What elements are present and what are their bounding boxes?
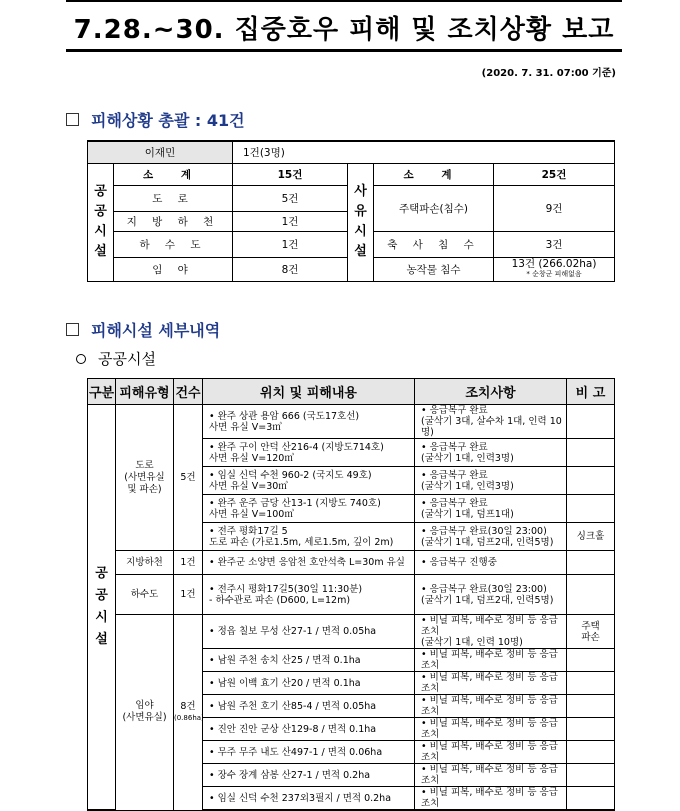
action-taken: • 비닐 피복, 배수로 정비 등 응급조치 bbox=[415, 741, 567, 764]
remarks: 주택 파손 bbox=[567, 615, 615, 649]
action-taken: • 응급복구 완료 (굴삭기 3대, 살수차 1대, 인력 10명) bbox=[415, 405, 567, 439]
action-taken: • 응급복구 진행중 bbox=[415, 551, 567, 575]
damage-location: • 임실 신덕 수천 960-2 (국지도 49호) 사면 유실 V=30㎥ bbox=[203, 467, 415, 495]
damage-location: • 전주시 평화17길5(30일 11:30분) - 하수관로 파손 (D600, L=12m) bbox=[203, 575, 415, 615]
action-taken: • 비닐 피복, 배수로 정비 등 응급조치 bbox=[415, 718, 567, 741]
detail-category-label: 공 공 시 설 bbox=[88, 405, 116, 811]
displaced-label: 이재민 bbox=[88, 141, 233, 163]
damage-location: • 완주군 소양면 응암천 호안석축 L=30m 유실 bbox=[203, 551, 415, 575]
damage-location: • 완주 구이 안덕 산216-4 (지방도714호) 사면 유실 V=120㎥ bbox=[203, 439, 415, 467]
section-facility-details bbox=[66, 318, 220, 341]
public-item-label: 임 야 bbox=[114, 257, 233, 281]
header-action: 조치사항 bbox=[415, 379, 567, 405]
private-item-value-cell bbox=[494, 257, 615, 281]
private-item-value: 3건 bbox=[494, 231, 615, 257]
action-taken: • 응급복구 완료(30일 23:00) (굴삭기 1대, 덤프2대, 인력5명) bbox=[415, 575, 567, 615]
damage-location: • 장수 장계 삼봉 산27-1 / 면적 0.2ha bbox=[203, 764, 415, 787]
private-total-label: 소 계 bbox=[374, 163, 494, 185]
square-bullet-icon bbox=[66, 113, 79, 126]
damage-count: 1건 bbox=[174, 575, 203, 615]
public-item-value: 1건 bbox=[233, 211, 348, 231]
private-total-value: 25건 bbox=[494, 163, 615, 185]
square-bullet-icon bbox=[66, 323, 79, 336]
summary-row-1 bbox=[88, 163, 615, 185]
title-bottom-rule bbox=[66, 49, 622, 52]
title-block bbox=[66, 0, 622, 52]
remarks bbox=[567, 551, 615, 575]
remarks bbox=[567, 439, 615, 467]
remarks bbox=[567, 741, 615, 764]
remarks bbox=[567, 764, 615, 787]
action-taken: • 비닐 피복, 배수로 정비 등 응급조치 bbox=[415, 787, 567, 811]
remarks: 싱크홀 bbox=[567, 523, 615, 551]
public-facilities-label: 공 공 시 설 bbox=[88, 163, 114, 281]
detail-row bbox=[88, 405, 615, 439]
detail-row bbox=[88, 615, 615, 649]
header-location: 위치 및 피해내용 bbox=[203, 379, 415, 405]
header-damage-type: 피해유형 bbox=[116, 379, 174, 405]
header-count: 건수 bbox=[174, 379, 203, 405]
damage-location: • 정읍 칠보 무성 산27-1 / 면적 0.05ha bbox=[203, 615, 415, 649]
summary-table bbox=[87, 140, 615, 282]
private-item-value: 13건 (266.02ha) bbox=[511, 258, 597, 270]
remarks bbox=[567, 787, 615, 811]
section-damage-summary-label: 피해상황 총괄 : 41건 bbox=[91, 111, 245, 130]
remarks bbox=[567, 649, 615, 672]
header-category: 구분 bbox=[88, 379, 116, 405]
action-taken: • 비닐 피복, 배수로 정비 등 응급조치 bbox=[415, 695, 567, 718]
damage-type: 임야 (사면유실) bbox=[116, 615, 174, 811]
damage-count: 5건 bbox=[174, 405, 203, 551]
damage-location: • 완주 상관 용암 666 (국도17호선) 사면 유실 V=3㎥ bbox=[203, 405, 415, 439]
damage-count: 1건 bbox=[174, 551, 203, 575]
private-item-note: * 순창군 피해없음 bbox=[526, 270, 582, 278]
private-facilities-label: 사 유 시 설 bbox=[348, 163, 374, 281]
damage-location: • 임실 신덕 수천 237외3필지 / 면적 0.2ha bbox=[203, 787, 415, 811]
subsection-public-facilities bbox=[76, 348, 156, 369]
action-taken: • 비닐 피복, 배수로 정비 등 응급조치 bbox=[415, 649, 567, 672]
detail-row bbox=[88, 575, 615, 615]
action-taken: • 비닐 피복, 배수로 정비 등 응급조치 (굴삭기 1대, 인력 10명) bbox=[415, 615, 567, 649]
damage-location: • 진안 진안 군상 산129-8 / 면적 0.1ha bbox=[203, 718, 415, 741]
section-damage-summary bbox=[66, 108, 245, 131]
damage-location: • 남원 주천 송치 산25 / 면적 0.1ha bbox=[203, 649, 415, 672]
summary-row-displaced bbox=[88, 141, 615, 163]
subsection-label: 공공시설 bbox=[98, 350, 156, 368]
damage-location: • 무주 무주 내도 산497-1 / 면적 0.06ha bbox=[203, 741, 415, 764]
public-item-value: 1건 bbox=[233, 231, 348, 257]
action-taken: • 응급복구 완료(30일 23:00) (굴삭기 1대, 덤프2대, 인력5명) bbox=[415, 523, 567, 551]
remarks bbox=[567, 467, 615, 495]
damage-type: 도로 (사면유실 및 파손) bbox=[116, 405, 174, 551]
damage-location: • 전주 평화17길 5 도로 파손 (가로1.5m, 세로1.5m, 깊이 2m) bbox=[203, 523, 415, 551]
action-taken: • 응급복구 완료 (굴삭기 1대, 덤프1대) bbox=[415, 495, 567, 523]
detail-table bbox=[87, 378, 615, 811]
circle-bullet-icon bbox=[76, 354, 86, 364]
detail-header-row bbox=[88, 379, 615, 405]
public-item-label: 도 로 bbox=[114, 185, 233, 211]
remarks bbox=[567, 495, 615, 523]
header-remarks: 비 고 bbox=[567, 379, 615, 405]
private-item-label: 주택파손(침수) bbox=[374, 185, 494, 231]
action-taken: • 비닐 피복, 배수로 정비 등 응급조치 bbox=[415, 764, 567, 787]
damage-location: • 남원 주천 호기 산85-4 / 면적 0.05ha bbox=[203, 695, 415, 718]
public-item-label: 지 방 하 천 bbox=[114, 211, 233, 231]
report-title: 7.28.~30. 집중호우 피해 및 조치상황 보고 bbox=[73, 15, 615, 45]
action-taken: • 비닐 피복, 배수로 정비 등 응급조치 bbox=[415, 672, 567, 695]
damage-type: 지방하천 bbox=[116, 551, 174, 575]
damage-type: 하수도 bbox=[116, 575, 174, 615]
public-item-value: 5건 bbox=[233, 185, 348, 211]
damage-location: • 남원 이백 효기 산20 / 면적 0.1ha bbox=[203, 672, 415, 695]
remarks bbox=[567, 695, 615, 718]
remarks bbox=[567, 672, 615, 695]
remarks bbox=[567, 405, 615, 439]
public-total-label: 소 계 bbox=[114, 163, 233, 185]
remarks bbox=[567, 575, 615, 615]
public-item-value: 8건 bbox=[233, 257, 348, 281]
private-item-label: 축 사 침 수 bbox=[374, 231, 494, 257]
section-facility-details-label: 피해시설 세부내역 bbox=[91, 321, 221, 340]
remarks bbox=[567, 718, 615, 741]
private-item-label: 농작물 침수 bbox=[374, 257, 494, 281]
damage-count-area: (0.86ha) bbox=[174, 713, 204, 722]
action-taken: • 응급복구 완료 (굴삭기 1대, 인력3명) bbox=[415, 439, 567, 467]
detail-row bbox=[88, 551, 615, 575]
damage-count: 8건 (0.86ha) bbox=[174, 615, 203, 811]
public-total-value: 15건 bbox=[233, 163, 348, 185]
report-date: (2020. 7. 31. 07:00 기준) bbox=[481, 68, 616, 79]
displaced-value: 1건(3명) bbox=[233, 141, 615, 163]
private-item-value: 9건 bbox=[494, 185, 615, 231]
action-taken: • 응급복구 완료 (굴삭기 1대, 인력3명) bbox=[415, 467, 567, 495]
damage-location: • 완주 운주 금당 산13-1 (지방도 740호) 사면 유실 V=100㎥ bbox=[203, 495, 415, 523]
public-item-label: 하 수 도 bbox=[114, 231, 233, 257]
title-top-rule bbox=[66, 0, 622, 2]
